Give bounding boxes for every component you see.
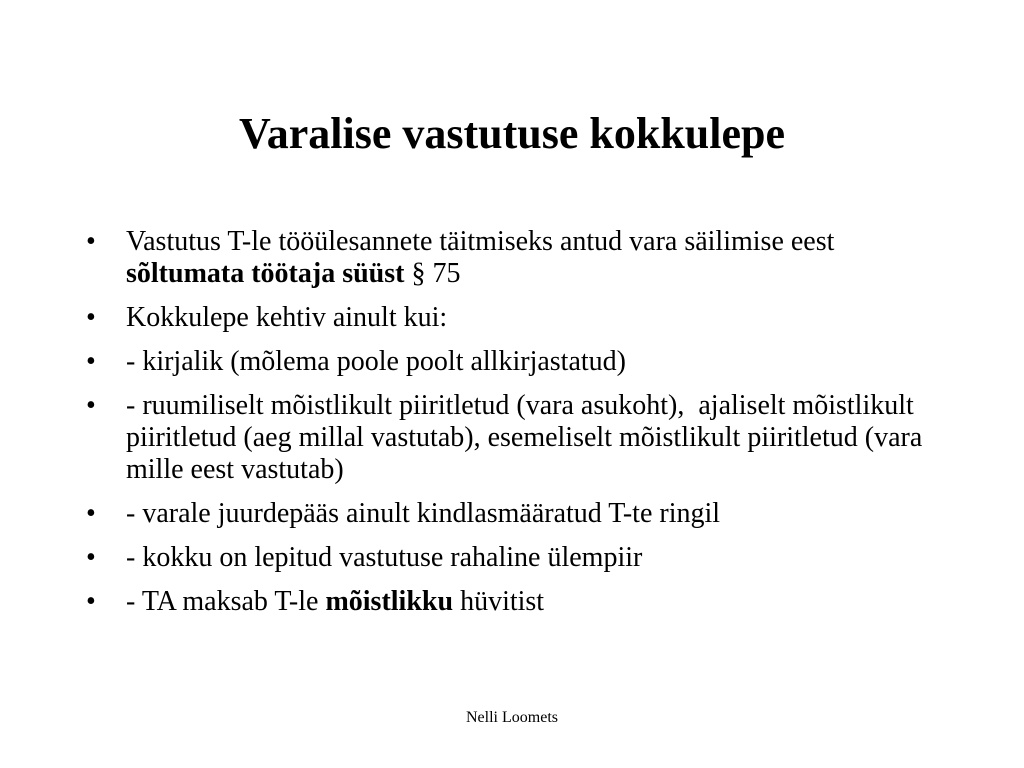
bullet-text (126, 542, 642, 573)
bullet-text (126, 226, 848, 289)
bullet-item (86, 586, 946, 618)
bullet-marker: • (86, 390, 96, 421)
bullet-text (126, 390, 929, 485)
bullet-item (86, 498, 946, 530)
bullet-text-segment: - kokku on lepitud vastutuse rahaline ülempiir (126, 542, 643, 573)
bullet-text (126, 498, 720, 529)
slide-title: Varalise vastutuse kokkulepe (238, 109, 786, 158)
bullet-marker: • (86, 346, 96, 377)
bullet-text-bold: mõistlikku (325, 586, 454, 617)
bullet-marker: • (86, 226, 96, 257)
bullet-text-segment: Vastutus T-le tööülesannete täitmiseks antud vara säilimise eest (126, 226, 849, 257)
bullet-text-segment: - ruumiliselt mõistlikult piiritletud (vara asukoht), ajaliselt mõistlikult piiritletud (aeg millal vastutab), esemeliselt mõistlikult piiritletud (vara mille eest vastutab) (126, 390, 930, 485)
bullet-text-bold: sõltumata töötaja süüst (126, 258, 405, 289)
bullet-list (86, 226, 946, 630)
bullet-text-segment: hüvitist (453, 586, 545, 617)
bullet-text (126, 586, 544, 617)
bullet-text-segment: - kirjalik (mõlema poole poolt allkirjastatud) (126, 346, 626, 377)
bullet-marker: • (86, 542, 96, 573)
bullet-text-segment: - varale juurdepääs ainult kindlasmääratud T-te ringil (126, 498, 721, 529)
bullet-text (126, 302, 447, 333)
bullet-text-segment: § 75 (404, 258, 461, 289)
bullet-item (86, 390, 946, 486)
bullet-marker: • (86, 498, 96, 529)
bullet-marker: • (86, 586, 96, 617)
slide-footer: Nelli Loomets (466, 709, 558, 726)
bullet-text-segment: Kokkulepe kehtiv ainult kui: (126, 302, 448, 333)
bullet-text (126, 346, 626, 377)
bullet-item (86, 226, 946, 290)
bullet-marker: • (86, 302, 96, 333)
bullet-item (86, 302, 946, 334)
bullet-text-segment: - TA maksab T-le (126, 586, 326, 617)
bullet-item (86, 542, 946, 574)
bullet-item (86, 346, 946, 378)
